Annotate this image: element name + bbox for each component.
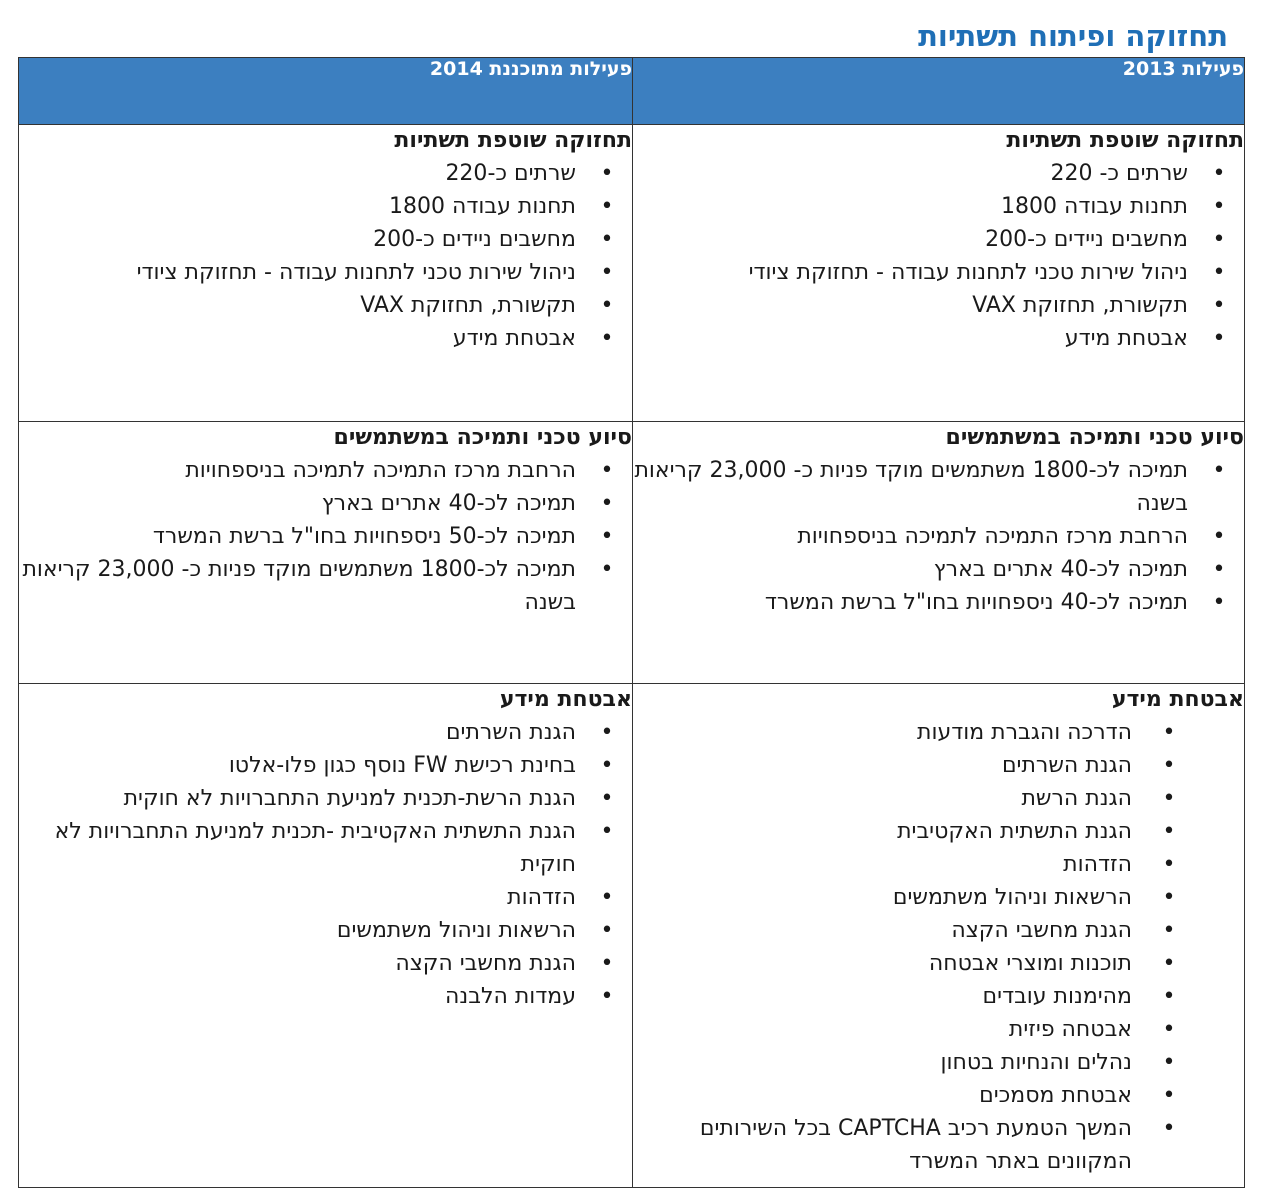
bullet-icon: • (1162, 753, 1176, 778)
list-item (633, 1112, 1244, 1178)
row-support (19, 422, 1245, 684)
bullet-icon: • (1212, 458, 1226, 483)
list-item-text: שרתים כ- 220 (1050, 161, 1188, 186)
bullet-icon: • (1212, 293, 1226, 318)
section-title: אבטחת מידע (1111, 687, 1244, 712)
header-row (19, 58, 1245, 125)
bullet-icon: • (600, 326, 614, 351)
bullet-icon: • (1162, 819, 1176, 844)
bullet-icon: • (1162, 720, 1176, 745)
bullet-list (19, 454, 632, 619)
list-item-text: הרחבת מרכז התמיכה לתמיכה בניספחויות (185, 458, 576, 483)
list-item (633, 586, 1244, 619)
bullet-icon: • (600, 194, 614, 219)
row-security (19, 684, 1245, 1188)
bullet-icon: • (600, 491, 614, 516)
list-item-text: הגנת השרתים (445, 720, 576, 745)
row-infrastructure (19, 125, 1245, 422)
list-item-text: עמדות הלבנה (445, 984, 576, 1009)
list-item-text: אבטחה פיזית (1008, 1017, 1132, 1042)
list-item (19, 190, 632, 223)
list-item-text: תמיכה לכ-40 אתרים בארץ (321, 491, 576, 516)
list-item-text: אבטחת מידע (1064, 326, 1188, 351)
list-item-text: ניהול שירות טכני לתחנות עבודה - תחזוקת ציודי (136, 260, 576, 285)
list-item (19, 881, 632, 914)
section-title: תחזוקה שוטפת תשתיות (1006, 128, 1244, 153)
list-item-text: הגנת השרתים (1001, 753, 1132, 778)
list-item-text: מהימנות עובדים (982, 984, 1132, 1009)
bullet-icon: • (1162, 1083, 1176, 1108)
list-item (633, 914, 1244, 947)
list-item (633, 256, 1244, 289)
bullet-icon: • (1162, 885, 1176, 910)
list-item-text: הדרכה והגברת מודעות (917, 720, 1132, 745)
list-item (19, 749, 632, 782)
list-item-text: הגנת הרשת (1021, 786, 1132, 811)
cell-security-2014 (19, 684, 633, 1188)
bullet-icon: • (1162, 951, 1176, 976)
bullet-icon: • (1212, 161, 1226, 186)
list-item (19, 322, 632, 355)
bullet-icon: • (600, 786, 614, 811)
bullet-icon: • (600, 458, 614, 483)
list-item (19, 487, 632, 520)
list-item (633, 223, 1244, 256)
list-item (633, 289, 1244, 322)
list-item (633, 1079, 1244, 1112)
list-item-text: המשך הטמעת רכיב CAPTCHA בכל השירותים המקוונים באתר המשרד (699, 1116, 1132, 1174)
list-item (19, 454, 632, 487)
list-item (19, 256, 632, 289)
list-item-text: תקשורת, תחזוקת VAX (360, 293, 576, 318)
list-item-text: נהלים והנחיות בטחון (940, 1050, 1132, 1075)
list-item-text: תקשורת, תחזוקת VAX (972, 293, 1188, 318)
cell-support-2013 (633, 422, 1245, 684)
list-item (19, 289, 632, 322)
list-item-text: אבטחת מסמכים (979, 1083, 1132, 1108)
bullet-icon: • (600, 951, 614, 976)
bullet-icon: • (1162, 918, 1176, 943)
bullet-icon: • (1212, 227, 1226, 252)
bullet-icon: • (600, 984, 614, 1009)
list-item (19, 157, 632, 190)
cell-support-2014 (19, 422, 633, 684)
bullet-icon: • (1162, 984, 1176, 1009)
list-item (19, 914, 632, 947)
bullet-icon: • (600, 260, 614, 285)
list-item-text: מחשבים ניידים כ-200 (373, 227, 576, 252)
section-title: אבטחת מידע (499, 687, 632, 712)
list-item (19, 782, 632, 815)
bullet-icon: • (600, 819, 614, 844)
list-item (19, 815, 632, 881)
bullet-icon: • (600, 293, 614, 318)
bullet-icon: • (600, 720, 614, 745)
bullet-icon: • (1162, 1116, 1176, 1141)
list-item (633, 1013, 1244, 1046)
list-item (633, 322, 1244, 355)
list-item (633, 190, 1244, 223)
cell-infra-2013 (633, 125, 1245, 422)
list-item-text: הרשאות וניהול משתמשים (892, 885, 1132, 910)
cell-infra-2014 (19, 125, 633, 422)
list-item-text: הגנת התשתית האקטיבית -תכנית למניעת התחברויות לא חוקית (54, 819, 576, 877)
bullet-icon: • (1212, 590, 1226, 615)
bullet-icon: • (1212, 524, 1226, 549)
list-item-text: הגנת מחשבי הקצה (395, 951, 576, 976)
list-item (633, 980, 1244, 1013)
bullet-icon: • (1212, 557, 1226, 582)
list-item-text: תחנות עבודה 1800 (389, 194, 576, 219)
list-item-text: מחשבים ניידים כ-200 (985, 227, 1188, 252)
bullet-icon: • (600, 227, 614, 252)
bullet-icon: • (1162, 786, 1176, 811)
bullet-icon: • (1162, 852, 1176, 877)
list-item (633, 881, 1244, 914)
bullet-icon: • (1212, 260, 1226, 285)
list-item-text: תמיכה לכ-1800 משתמשים מוקד פניות כ- 23,000 קריאות בשנה (634, 458, 1188, 516)
bullet-icon: • (600, 753, 614, 778)
section-title: תחזוקה שוטפת תשתיות (394, 128, 632, 153)
list-item (19, 223, 632, 256)
list-item-text: תמיכה לכ-50 ניספחויות בחו"ל ברשת המשרד (152, 524, 576, 549)
list-item-text: הגנת מחשבי הקצה (951, 918, 1132, 943)
bullet-icon: • (1212, 326, 1226, 351)
bullet-list (633, 454, 1244, 619)
list-item (633, 716, 1244, 749)
page-title: תחזוקה ופיתוח תשתיות (918, 19, 1228, 53)
list-item (19, 520, 632, 553)
list-item-text: תמיכה לכ-40 אתרים בארץ (933, 557, 1188, 582)
list-item (633, 1046, 1244, 1079)
list-item-text: בחינת רכישת FW נוסף כגון פלו-אלטו (228, 753, 576, 778)
list-item-text: הגנת התשתית האקטיבית (897, 819, 1132, 844)
bullet-icon: • (600, 557, 614, 582)
bullet-icon: • (1212, 194, 1226, 219)
bullet-icon: • (1162, 1050, 1176, 1075)
section-title: סיוע טכני ותמיכה במשתמשים (945, 425, 1244, 450)
bullet-icon: • (600, 885, 614, 910)
list-item (633, 157, 1244, 190)
bullet-icon: • (1162, 1017, 1176, 1042)
list-item (633, 815, 1244, 848)
header-2014-planned: פעילות מתוכננת 2014 (19, 58, 633, 125)
list-item (633, 553, 1244, 586)
header-2013: פעילות 2013 (633, 58, 1245, 125)
list-item (633, 947, 1244, 980)
list-item (633, 749, 1244, 782)
bullet-icon: • (600, 918, 614, 943)
list-item (633, 520, 1244, 553)
list-item-text: תמיכה לכ-40 ניספחויות בחו"ל ברשת המשרד (764, 590, 1188, 615)
list-item (19, 947, 632, 980)
list-item-text: הגנת הרשת-תכנית למניעת התחברויות לא חוקית (123, 786, 576, 811)
list-item-text: ניהול שירות טכני לתחנות עבודה - תחזוקת ציודי (748, 260, 1188, 285)
bullet-list (19, 157, 632, 355)
list-item (633, 848, 1244, 881)
bullet-icon: • (600, 161, 614, 186)
list-item-text: תוכנות ומוצרי אבטחה (928, 951, 1132, 976)
list-item-text: הזדהות (507, 885, 576, 910)
list-item (19, 553, 632, 619)
list-item-text: תמיכה לכ-1800 משתמשים מוקד פניות כ- 23,000 קריאות בשנה (22, 557, 576, 615)
bullet-list (633, 157, 1244, 355)
list-item (633, 782, 1244, 815)
list-item-text: תחנות עבודה 1800 (1001, 194, 1188, 219)
section-title: סיוע טכני ותמיכה במשתמשים (333, 425, 632, 450)
bullet-icon: • (600, 524, 614, 549)
list-item (633, 454, 1244, 520)
list-item-text: אבטחת מידע (452, 326, 576, 351)
bullet-list (633, 716, 1244, 1178)
list-item-text: שרתים כ-220 (445, 161, 576, 186)
activity-table (18, 57, 1245, 1188)
cell-security-2013 (633, 684, 1245, 1188)
list-item-text: הרחבת מרכז התמיכה לתמיכה בניספחויות (797, 524, 1188, 549)
list-item (19, 980, 632, 1013)
bullet-list (19, 716, 632, 1013)
list-item-text: הזדהות (1063, 852, 1132, 877)
list-item (19, 716, 632, 749)
list-item-text: הרשאות וניהול משתמשים (336, 918, 576, 943)
